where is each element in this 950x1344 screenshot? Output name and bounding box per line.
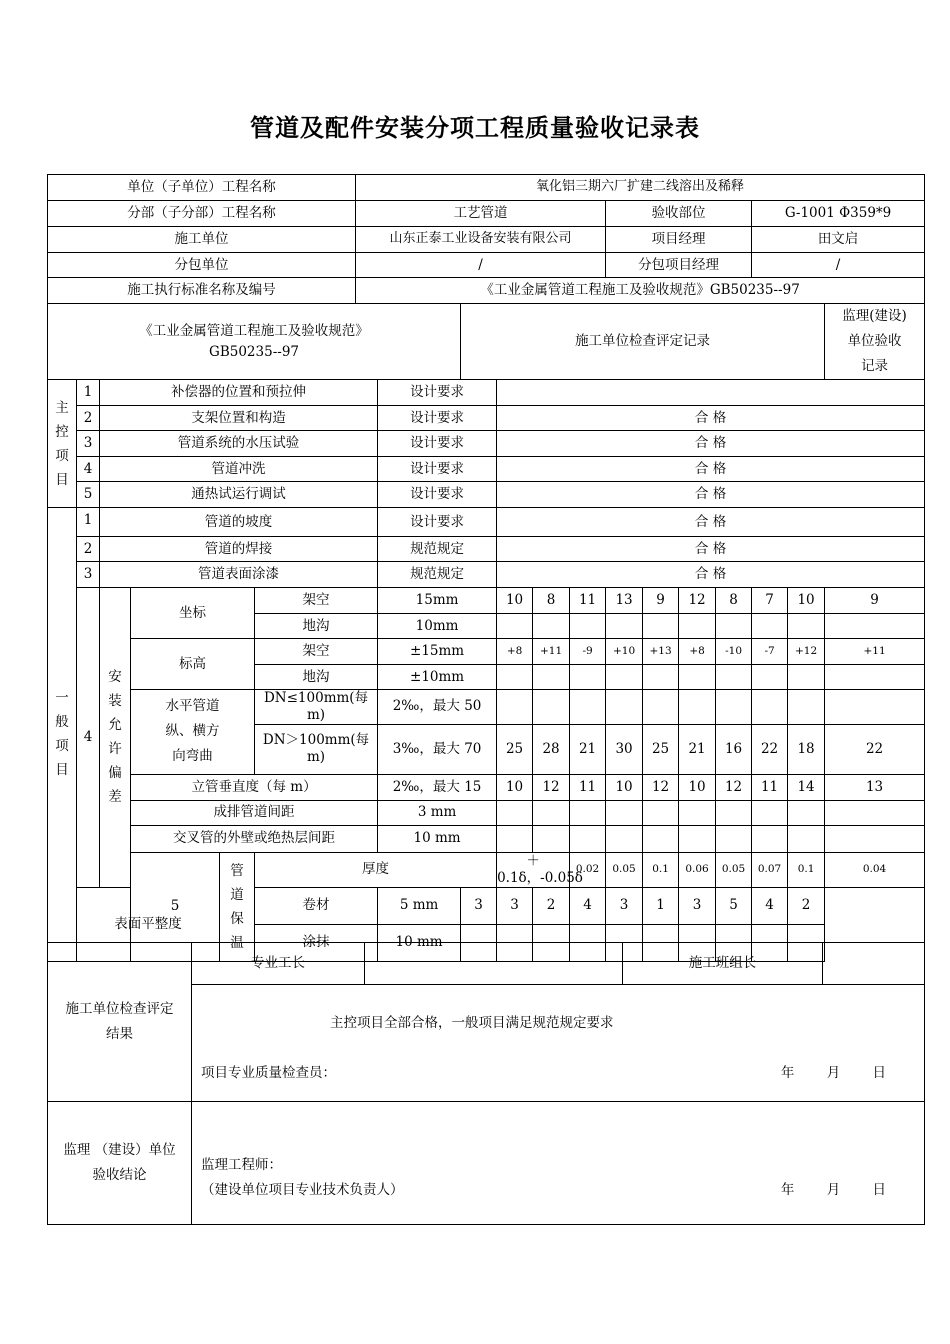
- measure-cell: [679, 800, 716, 825]
- measure-cell: 3: [497, 887, 533, 924]
- measure-cell: [643, 614, 679, 639]
- check-record-header: 施工单位检查评定记录: [461, 304, 825, 380]
- measure-cell: 3: [606, 887, 643, 924]
- measure-cell: [570, 825, 606, 852]
- item-name: 管道的坡度: [100, 508, 378, 537]
- sub-project-value: 工艺管道: [356, 201, 606, 227]
- tolerance: 3‰，最大 70: [378, 724, 497, 774]
- measure-cell: [570, 665, 606, 690]
- measure-cell: +8: [679, 639, 716, 665]
- measure-cell: 3: [679, 887, 716, 924]
- year-label: 年: [780, 1065, 795, 1081]
- measure-cell: +13: [643, 639, 679, 665]
- accept-part-value: G-1001 Φ359*9: [752, 201, 925, 227]
- spec-standard-line2: GB50235--97: [209, 343, 299, 360]
- team-leader-label: 施工班组长: [623, 943, 823, 985]
- item-requirement: 规范规定: [378, 562, 497, 588]
- horiz-label: [131, 690, 255, 775]
- contractor-value: 山东正泰工业设备安装有限公司: [356, 227, 606, 253]
- measure-cell: [679, 690, 716, 725]
- supervision-label-line: 验收结论: [92, 1167, 147, 1183]
- inspection-table: [47, 174, 925, 962]
- sub-project-label: 分部（子分部）工程名称: [48, 201, 356, 227]
- measure-cell: 21: [679, 724, 716, 774]
- team-leader-value[interactable]: [823, 943, 925, 985]
- item-result: 合 格: [497, 562, 925, 588]
- measure-cell: [788, 614, 825, 639]
- measure-cell: [606, 614, 643, 639]
- measure-cell: [497, 614, 533, 639]
- measure-cell: 10: [788, 588, 825, 614]
- supervision-header-line2: 单位验收: [847, 333, 902, 349]
- measure-cell: 10: [679, 774, 716, 800]
- horiz-label-line: 向弯曲: [172, 748, 213, 765]
- item-result: [497, 380, 925, 406]
- measure-cell: [533, 665, 570, 690]
- thickness-label: 厚度: [255, 852, 497, 887]
- measure-cell: [679, 614, 716, 639]
- item-result: 合 格: [497, 537, 925, 562]
- measure-cell: 2: [533, 887, 570, 924]
- measure-cell: [716, 800, 752, 825]
- tolerance: 10 mm: [378, 825, 497, 852]
- measure-cell: 10: [606, 774, 643, 800]
- supervision-result: [192, 1102, 925, 1225]
- foreman-value[interactable]: [365, 943, 623, 985]
- item-name: 补偿器的位置和预拉伸: [100, 380, 378, 406]
- measure-cell: [497, 800, 533, 825]
- item-requirement: 设计要求: [378, 406, 497, 431]
- standard-value: 《工业金属管道工程施工及验收规范》GB50235--97: [356, 278, 925, 304]
- vertical-label: 立管垂直度（每 m）: [131, 774, 378, 800]
- sub-pm-value: /: [752, 253, 925, 278]
- item4-char: 允: [108, 717, 122, 734]
- spacing-label: 成排管道间距: [131, 800, 378, 825]
- cross-label: 交叉管的外壁或绝热层间距: [131, 825, 378, 852]
- measure-cell: [752, 690, 788, 725]
- measure-cell: 22: [752, 724, 788, 774]
- eval-label-line: 施工单位检查评定: [65, 1001, 174, 1017]
- sub-label: 架空: [255, 639, 378, 665]
- measure-cell: -7: [752, 639, 788, 665]
- month-label: 月: [826, 1182, 841, 1198]
- item5-char: 保: [230, 910, 244, 927]
- measure-cell: 28: [533, 724, 570, 774]
- measure-cell: 4: [752, 887, 788, 924]
- measure-cell: 21: [570, 724, 606, 774]
- measure-cell: [643, 665, 679, 690]
- day-label: 日: [872, 1182, 886, 1198]
- measure-cell: 5: [716, 887, 752, 924]
- measure-cell: [825, 614, 925, 639]
- measure-cell: [716, 665, 752, 690]
- item4-char: 偏: [108, 765, 122, 782]
- sub-label: 卷材: [255, 887, 378, 924]
- item-name: 通热试运行调试: [100, 482, 378, 508]
- measure-cell: [788, 825, 825, 852]
- sub-label: DN＞100mm(每 m): [255, 724, 378, 774]
- tolerance: 15mm: [378, 588, 497, 614]
- measure-cell: 4: [570, 887, 606, 924]
- tolerance: ±10mm: [378, 665, 497, 690]
- measure-cell: 13: [825, 774, 925, 800]
- tolerance: ＋0.1δ，-0.05δ: [497, 852, 583, 886]
- item-no: 2: [77, 537, 100, 562]
- engineer-label: 监理工程师：: [201, 1157, 282, 1173]
- supervision-header: [825, 304, 925, 380]
- item-result: 合 格: [497, 431, 925, 457]
- main-control-label: [48, 380, 77, 508]
- contractor-label: 施工单位: [48, 227, 356, 253]
- main-control-char: 主: [55, 399, 69, 416]
- conclusion-table: [47, 942, 925, 1225]
- measure-cell: [643, 690, 679, 725]
- measure-cell: 0.04: [825, 852, 925, 887]
- item-result: 合 格: [497, 508, 925, 537]
- coord-label: 坐标: [131, 588, 255, 639]
- measure-cell: [716, 825, 752, 852]
- foreman-label: 专业工长: [192, 943, 365, 985]
- measure-cell: 0.05: [606, 852, 643, 887]
- item-no: 2: [77, 406, 100, 431]
- supervision-label-line: 监理 （建设）单位: [63, 1142, 176, 1158]
- measure-cell: [752, 800, 788, 825]
- measure-cell: [752, 825, 788, 852]
- item4-label: [100, 588, 131, 888]
- measure-cell: [606, 690, 643, 725]
- item-requirement: 设计要求: [378, 508, 497, 537]
- general-char: 一: [55, 690, 69, 707]
- measure-cell: +10: [606, 639, 643, 665]
- owner-label: （建设单位项目专业技术负责人）: [201, 1182, 404, 1198]
- measure-cell: 7: [752, 588, 788, 614]
- measure-cell: 18: [788, 724, 825, 774]
- measure-cell: 10: [497, 588, 533, 614]
- measure-cell: 11: [570, 774, 606, 800]
- measure-cell: [533, 800, 570, 825]
- measure-cell: +8: [497, 639, 533, 665]
- general-char: 目: [55, 762, 69, 779]
- item-name: 支架位置和构造: [100, 406, 378, 431]
- eval-date: [753, 1065, 886, 1082]
- measure-cell: 25: [497, 724, 533, 774]
- item-no: 3: [77, 431, 100, 457]
- eval-label-line: 结果: [106, 1026, 133, 1042]
- measure-cell: [679, 665, 716, 690]
- measure-cell: 12: [679, 588, 716, 614]
- measure-cell: 12: [643, 774, 679, 800]
- measure-cell: 0.1: [788, 852, 825, 887]
- measure-cell: [825, 800, 925, 825]
- item-no: 3: [77, 562, 100, 588]
- main-control-char: 项: [55, 447, 69, 464]
- measure-cell: [533, 614, 570, 639]
- eval-conclusion: 主控项目全部合格，一般项目满足规范规定要求: [330, 1015, 614, 1031]
- general-char: 项: [55, 738, 69, 755]
- measure-cell: 14: [788, 774, 825, 800]
- item-result: 合 格: [497, 406, 925, 431]
- measure-cell: 12: [533, 774, 570, 800]
- item-name: 管道表面涂漆: [100, 562, 378, 588]
- item-no: 1: [77, 508, 100, 537]
- item-no: 5: [77, 482, 100, 508]
- measure-cell: 8: [533, 588, 570, 614]
- item-result: 合 格: [497, 482, 925, 508]
- measure-cell: [497, 690, 533, 725]
- measure-cell: 9: [643, 588, 679, 614]
- item5-char: 管: [230, 862, 244, 879]
- main-control-char: 控: [55, 423, 69, 440]
- measure-cell: 0.1: [643, 852, 679, 887]
- measure-cell: [716, 690, 752, 725]
- measure-cell: 0.07: [752, 852, 788, 887]
- item-result: 合 格: [497, 457, 925, 482]
- measure-cell: [788, 690, 825, 725]
- measure-cell: [679, 825, 716, 852]
- measure-cell: [825, 665, 925, 690]
- item-no: 1: [77, 380, 100, 406]
- measure-cell: [606, 825, 643, 852]
- day-label: 日: [872, 1065, 886, 1081]
- measure-cell: 13: [606, 588, 643, 614]
- measure-cell: 12: [716, 774, 752, 800]
- spec-standard-line1: 《工业金属管道工程施工及验收规范》: [139, 322, 369, 339]
- measure-cell: +11: [533, 639, 570, 665]
- supervision-date: [753, 1182, 886, 1199]
- standard-label: 施工执行标准名称及编号: [48, 278, 356, 304]
- tolerance: 3 mm: [378, 800, 497, 825]
- unit-project-label: 单位（子单位）工程名称: [48, 175, 356, 201]
- general-label: [48, 508, 77, 962]
- main-control-char: 目: [55, 471, 69, 488]
- pm-label: 项目经理: [606, 227, 752, 253]
- accept-part-label: 验收部位: [606, 201, 752, 227]
- measure-cell: [533, 690, 570, 725]
- item-no: 4: [77, 457, 100, 482]
- item-name: 管道的焊接: [100, 537, 378, 562]
- measure-cell: [752, 665, 788, 690]
- sub-label: 架空: [255, 588, 378, 614]
- tolerance: 10 mm: [378, 924, 461, 961]
- measure-cell: 10: [497, 774, 533, 800]
- measure-cell: 11: [752, 774, 788, 800]
- measure-cell: 2: [788, 887, 825, 924]
- tolerance: 10mm: [378, 614, 497, 639]
- measure-cell: -10: [716, 639, 752, 665]
- measure-cell: [570, 800, 606, 825]
- measure-cell: [497, 665, 533, 690]
- item-requirement: 设计要求: [378, 457, 497, 482]
- measure-cell: 30: [606, 724, 643, 774]
- horiz-label-line: 纵、横方: [165, 723, 220, 740]
- item-requirement: 设计要求: [378, 482, 497, 508]
- horiz-label-line: 水平管道: [165, 698, 220, 715]
- measure-cell: [825, 690, 925, 725]
- spec-standard: [48, 304, 461, 380]
- measure-cell: +12: [788, 639, 825, 665]
- pm-value: 田文启: [752, 227, 925, 253]
- subcontractor-value: /: [356, 253, 606, 278]
- measure-cell: 22: [825, 724, 925, 774]
- sub-label: 地沟: [255, 665, 378, 690]
- sub-label: 地沟: [255, 614, 378, 639]
- measure-cell: [497, 825, 533, 852]
- tolerance: 5 mm: [378, 887, 461, 924]
- sub-label: 涂抹: [255, 924, 378, 961]
- measure-cell: [570, 690, 606, 725]
- measure-cell: 9: [825, 588, 925, 614]
- measure-cell: 8: [716, 588, 752, 614]
- measure-cell: 3: [461, 887, 497, 924]
- measure-cell: 0.05: [716, 852, 752, 887]
- measure-cell: [606, 800, 643, 825]
- item5-char: 温: [230, 934, 244, 951]
- measure-cell: [643, 825, 679, 852]
- measure-cell: 0.02: [570, 852, 606, 887]
- item4-char: 装: [108, 693, 122, 710]
- item-name: 管道系统的水压试验: [100, 431, 378, 457]
- supervision-header-line3: 记录: [861, 358, 889, 374]
- sub-pm-label: 分包项目经理: [606, 253, 752, 278]
- measure-cell: [716, 614, 752, 639]
- measure-cell: [752, 614, 788, 639]
- item4-char: 许: [108, 741, 122, 758]
- elev-label: 标高: [131, 639, 255, 690]
- supervision-label: [48, 1102, 192, 1225]
- tolerance: 2‰，最大 50: [378, 690, 497, 725]
- flatness-label: 表面平整度: [77, 887, 220, 961]
- measure-cell: 1: [643, 887, 679, 924]
- tolerance: 2‰，最大 15: [378, 774, 497, 800]
- measure-cell: [788, 665, 825, 690]
- measure-cell: 25: [643, 724, 679, 774]
- item-no: 4: [77, 588, 100, 888]
- subcontractor-label: 分包单位: [48, 253, 356, 278]
- measure-cell: [533, 825, 570, 852]
- measure-cell: [606, 665, 643, 690]
- sub-label: DN≤100mm(每 m): [255, 690, 378, 725]
- measure-cell: [825, 825, 925, 852]
- measure-cell: +11: [825, 639, 925, 665]
- page-title: 管道及配件安装分项工程质量验收记录表: [250, 113, 700, 142]
- eval-label: [48, 943, 192, 1102]
- eval-result: [192, 985, 925, 1102]
- measure-cell: [788, 800, 825, 825]
- item-requirement: 设计要求: [378, 380, 497, 406]
- item-requirement: 设计要求: [378, 431, 497, 457]
- supervision-header-line1: 监理(建设): [842, 308, 907, 324]
- general-char: 般: [55, 714, 69, 731]
- item4-char: 差: [108, 789, 122, 806]
- measure-cell: 16: [716, 724, 752, 774]
- measure-cell: [570, 614, 606, 639]
- year-label: 年: [780, 1182, 795, 1198]
- measure-cell: 11: [570, 588, 606, 614]
- item-requirement: 规范规定: [378, 537, 497, 562]
- inspector-label: 项目专业质量检查员：: [201, 1065, 336, 1081]
- item4-char: 安: [108, 669, 122, 686]
- tolerance: ±15mm: [378, 639, 497, 665]
- month-label: 月: [826, 1065, 841, 1081]
- unit-project-value: 氧化铝三期六厂扩建二线溶出及稀释: [356, 175, 925, 201]
- measure-cell: [643, 800, 679, 825]
- item-name: 管道冲洗: [100, 457, 378, 482]
- item-no: 5: [131, 852, 220, 961]
- item5-char: 道: [230, 886, 244, 903]
- measure-cell: 0.06: [679, 852, 716, 887]
- measure-cell: -9: [570, 639, 606, 665]
